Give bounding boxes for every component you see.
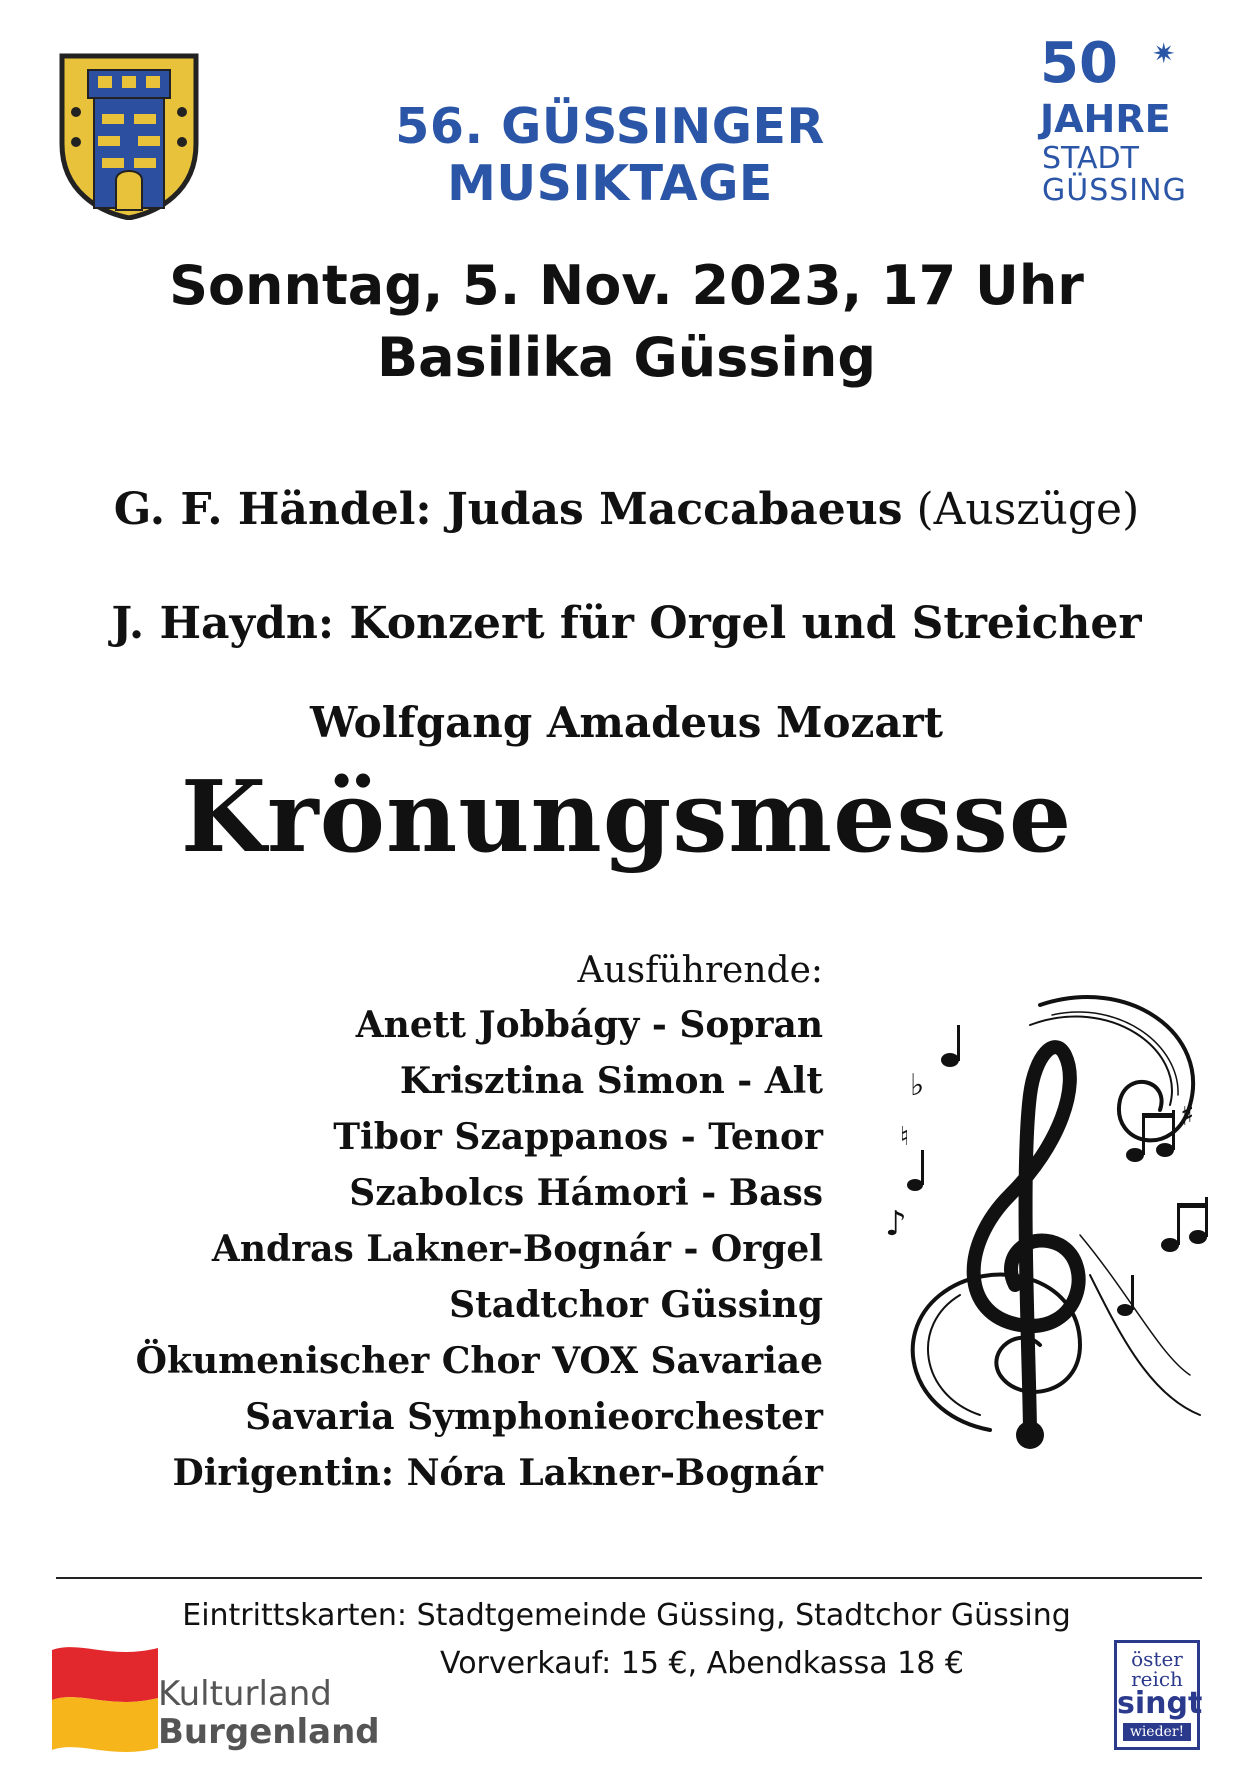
work2-title: J. Haydn: Konzert für Orgel und Streicher xyxy=(111,598,1142,649)
performers-list xyxy=(136,950,823,1501)
work1-note: (Auszüge) xyxy=(916,484,1140,535)
oesterreich-singt-l2: reich xyxy=(1131,1667,1183,1691)
oesterreich-singt-l1: öster xyxy=(1131,1647,1183,1671)
performer-row: Dirigentin: Nóra Lakner-Bognár xyxy=(172,1452,823,1494)
svg-text:♭: ♭ xyxy=(910,1068,925,1103)
main-work-title: Krönungsmesse xyxy=(180,760,1073,875)
svg-text:♮: ♮ xyxy=(900,1122,910,1152)
burgenland-label: Burgenland xyxy=(158,1712,380,1752)
anniversary-line2: STADT xyxy=(1042,141,1139,176)
svg-text:♪: ♪ xyxy=(885,1204,907,1244)
anniversary-number: 50 xyxy=(1040,31,1118,96)
performers-heading: Ausführende: xyxy=(577,950,823,991)
performer-row: Stadtchor Güssing xyxy=(449,1284,823,1326)
burgenland-flag-icon xyxy=(50,1640,160,1755)
tickets-info: Eintrittskarten: Stadtgemeinde Güssing, Stadtchor Güssing xyxy=(182,1598,1071,1633)
composer-name: Wolfgang Amadeus Mozart xyxy=(309,698,944,747)
performer-row: Ökumenischer Chor VOX Savariae xyxy=(135,1340,823,1382)
work1-title: G. F. Händel: Judas Maccabaeus xyxy=(113,484,903,535)
performer-row: Krisztina Simon - Alt xyxy=(399,1060,823,1102)
anniversary-logo xyxy=(1040,31,1230,216)
performer-row: Savaria Symphonieorchester xyxy=(245,1396,823,1438)
performer-row: Anett Jobbágy - Sopran xyxy=(355,1004,823,1046)
oesterreich-singt-l4: wieder! xyxy=(1123,1723,1191,1741)
work1-line xyxy=(0,484,1253,535)
event-venue: Basilika Güssing xyxy=(376,326,877,389)
event-date: Sonntag, 5. Nov. 2023, 17 Uhr xyxy=(169,254,1084,317)
performer-row: Tibor Szappanos - Tenor xyxy=(333,1116,823,1158)
performer-row: Szabolcs Hámori - Bass xyxy=(349,1172,823,1214)
anniversary-line1: JAHRE xyxy=(1040,97,1171,141)
festival-title: 56. GÜSSINGER MUSIKTAGE xyxy=(395,98,825,212)
treble-clef-icon xyxy=(880,975,1210,1455)
oesterreich-singt-logo xyxy=(1114,1640,1203,1750)
svg-text:♯: ♯ xyxy=(1180,1098,1195,1133)
kulturland-label: Kulturland xyxy=(158,1674,332,1714)
star-icon: ✷ xyxy=(1152,37,1176,70)
anniversary-line3: GÜSSING xyxy=(1042,173,1187,208)
coat-of-arms-icon xyxy=(58,52,200,220)
prices-info: Vorverkauf: 15 €, Abendkassa 18 € xyxy=(440,1646,964,1681)
oesterreich-singt-l3: singt xyxy=(1117,1686,1203,1721)
performer-row: Andras Lakner-Bognár - Orgel xyxy=(211,1228,823,1270)
footer-divider xyxy=(56,1577,1202,1579)
